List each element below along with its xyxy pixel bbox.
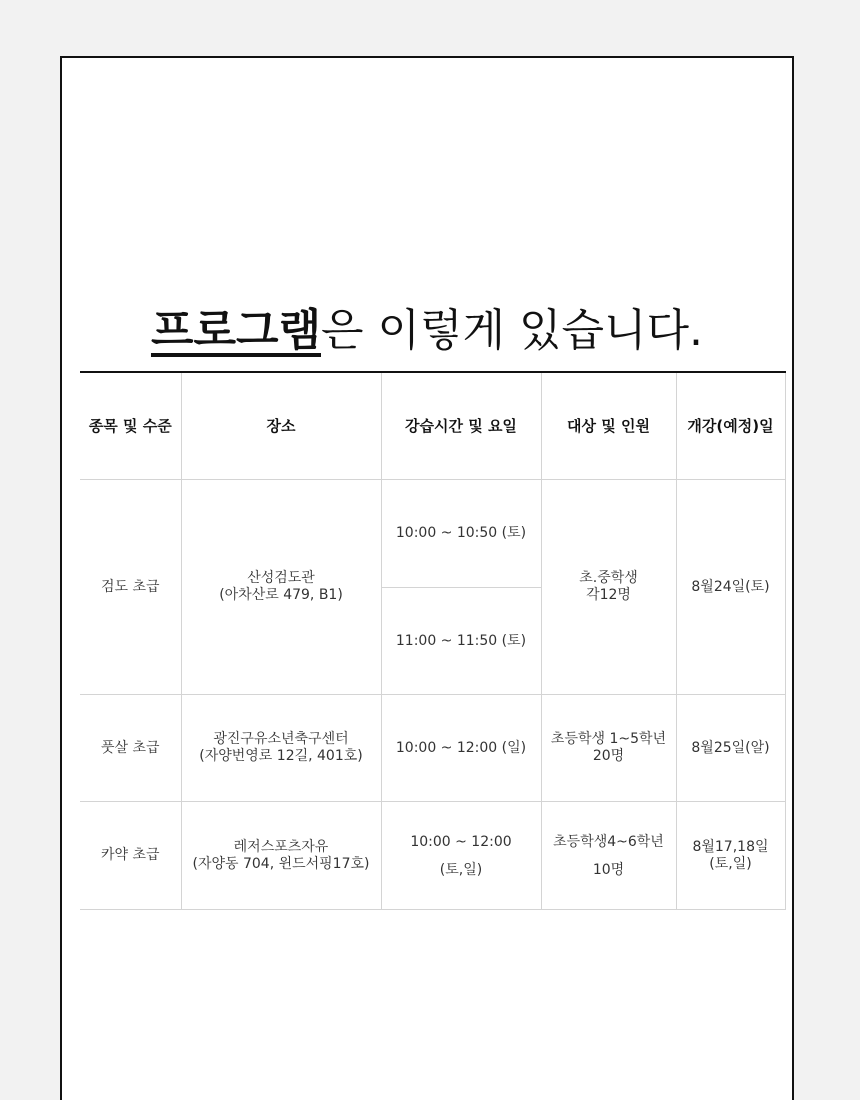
place-address: (자양동 704, 윈드서핑17호) [192, 855, 370, 872]
start-days: (토,일) [709, 855, 752, 872]
target-group: 초등학생4~6학년 [553, 833, 664, 850]
cell-place [181, 802, 381, 910]
place-address: (아차산로 479, B1) [219, 587, 343, 603]
page-title [62, 303, 792, 359]
target-count: 20명 [592, 748, 625, 764]
cell-time: 10:00 ~ 10:50 (토) [381, 480, 541, 588]
target-group: 초.중학생 [579, 570, 638, 586]
cell-time: 10:00 ~ 12:00 (일) [381, 695, 541, 802]
program-card [60, 56, 794, 1100]
cell-target [541, 480, 676, 695]
title-strong: 프로그램 [150, 305, 321, 356]
place-name: 레저스포츠자유 [233, 838, 329, 855]
cell-target [541, 802, 676, 910]
table-row [80, 802, 785, 910]
header-target: 대상 및 인원 [541, 372, 676, 480]
time-range: 10:00 ~ 12:00 [410, 833, 512, 850]
program-table [80, 371, 786, 910]
table-row [80, 695, 785, 802]
place-address: (자양번영로 12길, 401호) [199, 748, 363, 764]
target-count: 10명 [592, 861, 625, 878]
cell-start: 8월25일(알) [676, 695, 785, 802]
target-group: 초등학생 1~5학년 [550, 731, 667, 747]
table-header-row [80, 372, 785, 480]
cell-time: 11:00 ~ 11:50 (토) [381, 588, 541, 695]
cell-start: 8월24일(토) [676, 480, 785, 695]
header-sport: 종목 및 수준 [80, 372, 181, 480]
start-dates: 8월17,18일 [692, 838, 769, 855]
cell-place [181, 480, 381, 695]
place-name: 산성검도관 [247, 570, 315, 586]
cell-target [541, 695, 676, 802]
cell-sport: 카약 초급 [80, 802, 181, 910]
header-time: 강습시간 및 요일 [381, 372, 541, 480]
title-rest: 은 이렇게 있습니다. [321, 305, 703, 356]
time-days: (토,일) [439, 861, 483, 878]
place-name: 광진구유소년축구센터 [213, 731, 349, 747]
cell-sport: 풋살 초급 [80, 695, 181, 802]
cell-time [381, 802, 541, 910]
target-count: 각12명 [586, 587, 631, 603]
cell-place [181, 695, 381, 802]
table-row [80, 480, 785, 588]
header-place: 장소 [181, 372, 381, 480]
cell-sport: 검도 초급 [80, 480, 181, 695]
cell-start [676, 802, 785, 910]
header-start: 개강(예정)일 [676, 372, 785, 480]
